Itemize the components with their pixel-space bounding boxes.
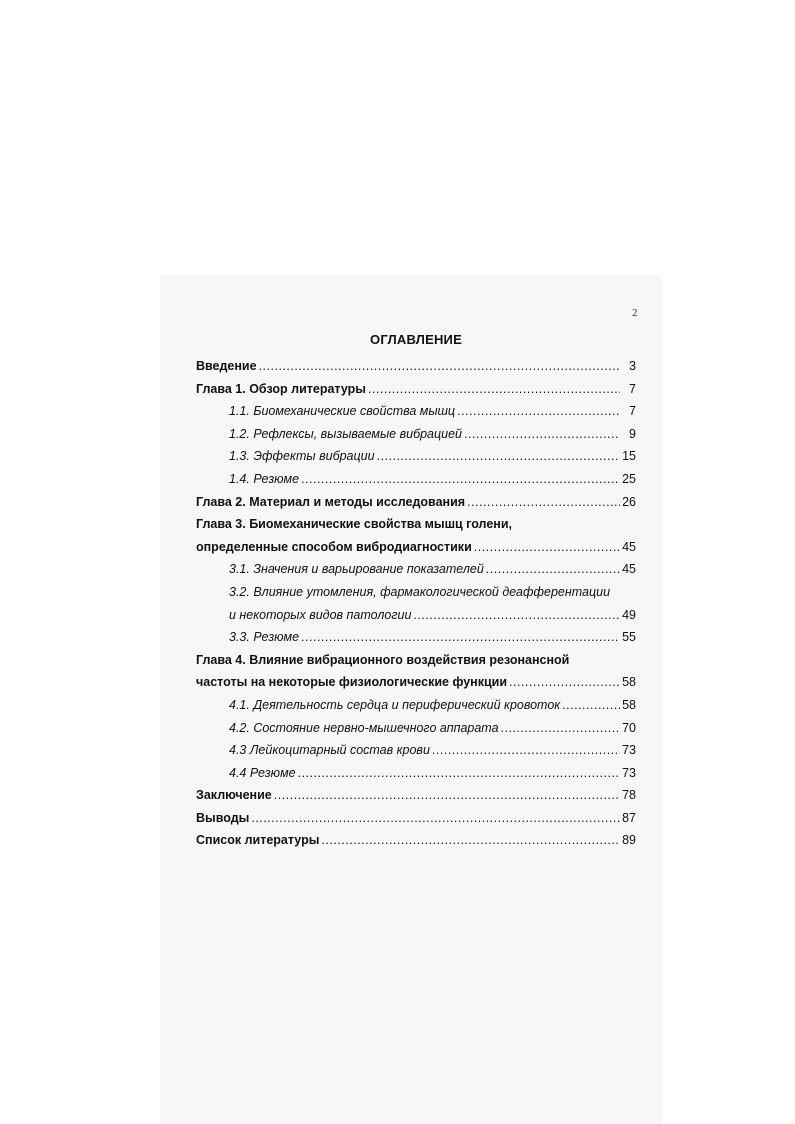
- toc-title: ОГЛАВЛЕНИЕ: [370, 332, 462, 347]
- toc-entry-conclusion: Заключение ..... 78: [196, 784, 636, 807]
- toc-entry-4-2: 4.2. Состояние нервно-мышечного аппарата ..... 70: [196, 717, 636, 740]
- toc-entry-1-2: 1.2. Рефлексы, вызываемые вибрацией ..... 9: [196, 423, 636, 446]
- toc-entry-chapter-3-line-2: определенные способом вибродиагностики ..... 45: [196, 536, 636, 559]
- toc-entry-introduction: Введение ..... 3: [196, 355, 636, 378]
- toc-entry-chapter-4-line-1: Глава 4. Влияние вибрационного воздействия резонансной: [196, 652, 570, 667]
- toc-entry-chapter-4-line-2: частоты на некоторые физиологические функции ..... 58: [196, 671, 636, 694]
- toc-entry-chapter-1: Глава 1. Обзор литературы ..... 7: [196, 378, 636, 401]
- toc-entry-3-3: 3.3. Резюме ..... 55: [196, 626, 636, 649]
- table-of-contents: [196, 355, 636, 852]
- toc-entry-findings: Выводы ..... 87: [196, 807, 636, 830]
- toc-entry-3-2-line-1: 3.2. Влияние утомления, фармакологической деафферентации: [229, 584, 611, 599]
- page-number: 2: [632, 307, 638, 319]
- toc-entry-4-4: 4.4 Резюме ..... 73: [196, 762, 636, 785]
- toc-entry-4-3: 4.3 Лейкоцитарный состав крови ..... 73: [196, 739, 636, 762]
- toc-entry-references: Список литературы ..... 89: [196, 829, 636, 852]
- toc-entry-3-1: 3.1. Значения и варьирование показателей ..... 45: [196, 558, 636, 581]
- toc-entry-chapter-2: Глава 2. Материал и методы исследования ..... 26: [196, 491, 636, 514]
- toc-entry-1-3: 1.3. Эффекты вибрации ..... 15: [196, 445, 636, 468]
- toc-entry-1-1: 1.1. Биомеханические свойства мышц ..... 7: [196, 400, 636, 423]
- toc-entry-4-1: 4.1. Деятельность сердца и периферический кровоток ..... 58: [196, 694, 636, 717]
- toc-entry-chapter-3-line-1: Глава 3. Биомеханические свойства мышц голени,: [196, 517, 512, 532]
- toc-entry-1-4: 1.4. Резюме ..... 25: [196, 468, 636, 491]
- toc-entry-3-2-line-2: и некоторых видов патологии ..... 49: [196, 604, 636, 627]
